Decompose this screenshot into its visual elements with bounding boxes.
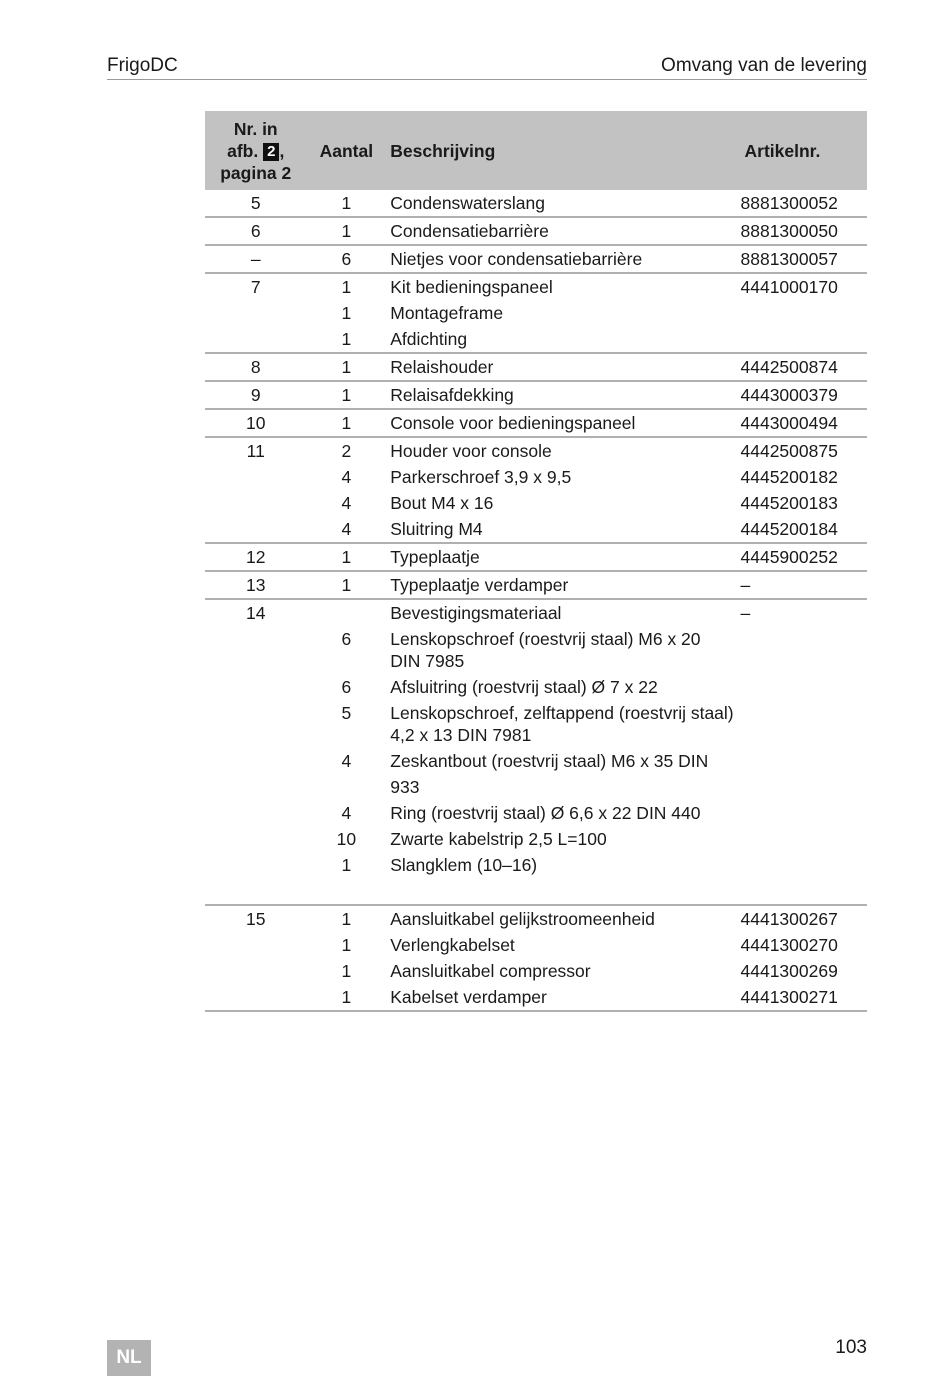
cell-artikelnr	[741, 543, 868, 571]
nr-value: 7	[250, 277, 261, 297]
cell-nr	[205, 190, 306, 217]
cell-artikelnr	[741, 905, 868, 1011]
running-header-section: Omvang van de levering	[661, 55, 867, 76]
description-item	[390, 674, 740, 700]
cell-artikelnr	[741, 217, 868, 245]
cell-nr	[205, 437, 306, 543]
article-number: 4441300270	[740, 935, 838, 955]
language-badge: NL	[107, 1340, 151, 1376]
cell-nr	[205, 273, 306, 353]
quantity-value	[306, 800, 386, 826]
cell-artikelnr	[741, 353, 868, 381]
quantity-text: 10	[336, 829, 357, 849]
table-row	[205, 437, 867, 543]
description-item	[390, 700, 740, 748]
article-number: 8881300050	[740, 221, 838, 241]
cell-aantal	[306, 190, 386, 217]
description-text: Parkerschroef 3,9 x 9,5	[390, 467, 572, 487]
nr-value: 10	[246, 413, 266, 433]
cell-aantal	[306, 409, 386, 437]
description-text: Console voor bedieningspaneel	[390, 413, 636, 433]
cell-beschrijving	[386, 437, 740, 543]
cell-aantal	[306, 905, 386, 1011]
header-nr-line3: pagina 2	[220, 162, 292, 183]
quantity-text: 4	[341, 751, 352, 771]
quantity-value	[306, 700, 386, 748]
cell-artikelnr	[741, 190, 868, 217]
header-divider	[107, 79, 867, 80]
description-item	[390, 800, 740, 826]
nr-value: 9	[250, 385, 261, 405]
article-number: 4445200183	[740, 493, 838, 513]
table-row	[205, 543, 867, 571]
description-text: Zeskantbout (roestvrij staal) M6 x 35 DIN 933	[390, 751, 709, 797]
description-item	[390, 748, 740, 800]
description-text: DIN 7985	[390, 651, 465, 671]
quantity-text: 6	[341, 677, 352, 697]
description-text: Typeplaatje verdamper	[390, 575, 569, 595]
cell-artikelnr	[741, 273, 868, 353]
description-item	[390, 826, 740, 852]
table-row	[205, 571, 867, 599]
table-row	[205, 273, 867, 353]
table-row	[205, 599, 867, 905]
cell-artikelnr	[741, 409, 868, 437]
table-header-row	[205, 111, 867, 190]
article-number: –	[740, 575, 751, 595]
description-text: Relaishouder	[390, 357, 494, 377]
article-number	[741, 326, 868, 352]
description-text: Kit bedieningspaneel	[390, 277, 553, 297]
article-number: 4441300271	[740, 987, 838, 1007]
cell-beschrijving	[386, 599, 740, 905]
cell-beschrijving	[386, 905, 740, 1011]
cell-nr	[205, 381, 306, 409]
description-text: Lenskopschroef, zelftappend (roestvrij staal)	[390, 703, 734, 723]
description-text: Condenswaterslang	[390, 193, 545, 213]
cell-beschrijving	[386, 217, 740, 245]
running-header-product: FrigoDC	[107, 55, 178, 76]
description-text: Relaisafdekking	[390, 385, 514, 405]
cell-beschrijving	[386, 353, 740, 381]
cell-nr	[205, 217, 306, 245]
cell-beschrijving	[386, 571, 740, 599]
description-text: Kabelset verdamper	[390, 987, 547, 1007]
quantity-value: 1	[341, 987, 352, 1007]
description-text: Aansluitkabel compressor	[390, 961, 591, 981]
article-number: 4441300269	[740, 961, 838, 981]
table-row	[205, 905, 867, 1011]
article-number: 4441300267	[740, 909, 838, 929]
cell-beschrijving	[386, 381, 740, 409]
quantity-value: 1	[341, 935, 352, 955]
nr-value: 11	[246, 441, 265, 461]
description-text: Condensatiebarrière	[390, 221, 549, 241]
quantity-value	[306, 674, 386, 700]
table-row	[205, 190, 867, 217]
page-number: 103	[835, 1337, 867, 1358]
cell-beschrijving	[386, 543, 740, 571]
article-number: 8881300057	[740, 249, 838, 269]
quantity-value: 1	[341, 193, 352, 213]
nr-value: 14	[246, 603, 266, 623]
cell-artikelnr	[741, 381, 868, 409]
description-text: Afdichting	[390, 329, 468, 349]
cell-aantal	[306, 217, 386, 245]
column-header-beschrijving: Beschrijving	[386, 111, 740, 190]
quantity-value: 2	[341, 441, 352, 461]
description-text: 4,2 x 13 DIN 7981	[390, 725, 532, 745]
quantity-text: 4	[341, 803, 352, 823]
cell-nr	[205, 353, 306, 381]
quantity-value	[306, 600, 386, 626]
cell-beschrijving	[386, 273, 740, 353]
article-number: 8881300052	[740, 193, 838, 213]
quantity-text	[306, 774, 386, 800]
quantity-text: 6	[341, 629, 352, 649]
description-item	[390, 852, 740, 878]
article-number: 4442500874	[740, 357, 838, 377]
quantity-value: 1	[341, 303, 352, 323]
nr-value: –	[250, 249, 261, 269]
cell-aantal	[306, 273, 386, 353]
description-text: Slangklem (10–16)	[390, 855, 538, 875]
article-number: –	[740, 603, 751, 623]
quantity-text: 1	[341, 855, 352, 875]
cell-nr	[205, 409, 306, 437]
cell-artikelnr	[741, 571, 868, 599]
description-text: Houder voor console	[390, 441, 552, 461]
cell-aantal	[306, 543, 386, 571]
article-number: 4441000170	[740, 277, 838, 297]
quantity-value: 1	[341, 221, 352, 241]
description-text: Aansluitkabel gelijkstroomeenheid	[390, 909, 655, 929]
description-item	[390, 626, 740, 674]
description-item	[390, 600, 740, 626]
cell-nr	[205, 245, 306, 273]
header-nr-prefix: afb.	[227, 140, 259, 161]
header-nr-suffix: ,	[279, 140, 285, 161]
cell-artikelnr	[741, 599, 868, 905]
quantity-value	[306, 826, 386, 852]
cell-artikelnr	[741, 245, 868, 273]
description-text: Bout M4 x 16	[390, 493, 494, 513]
description-text: Lenskopschroef (roestvrij staal) M6 x 20	[390, 629, 701, 649]
cell-nr	[205, 599, 306, 905]
article-number: 4445200182	[740, 467, 838, 487]
quantity-value: 4	[341, 519, 352, 539]
description-text: Bevestigingsmateriaal	[390, 603, 562, 623]
column-header-nr	[205, 111, 306, 190]
cell-aantal	[306, 571, 386, 599]
cell-artikelnr	[741, 437, 868, 543]
cell-beschrijving	[386, 190, 740, 217]
description-text: Afsluitring (roestvrij staal) Ø 7 x 22	[390, 677, 658, 697]
table-row	[205, 409, 867, 437]
quantity-value: 1	[341, 413, 352, 433]
description-text: Zwarte kabelstrip 2,5 L=100	[390, 829, 607, 849]
figure-number-badge: 2	[263, 143, 279, 161]
table-row	[205, 381, 867, 409]
article-number	[741, 300, 868, 326]
nr-value: 5	[250, 193, 261, 213]
header-nr-line2	[209, 140, 302, 162]
cell-aantal	[306, 353, 386, 381]
quantity-value: 1	[341, 547, 352, 567]
cell-beschrijving	[386, 245, 740, 273]
quantity-value: 1	[341, 329, 352, 349]
description-text: Nietjes voor condensatiebarrière	[390, 249, 643, 269]
nr-value: 12	[246, 547, 266, 567]
description-text	[390, 878, 740, 904]
quantity-value: 1	[341, 961, 352, 981]
column-header-aantal: Aantal	[306, 111, 386, 190]
scope-of-delivery-table	[205, 111, 867, 1012]
quantity-value: 1	[341, 357, 352, 377]
table-row	[205, 245, 867, 273]
column-header-artikelnr: Artikelnr.	[741, 111, 868, 190]
description-text: Sluitring M4	[390, 519, 483, 539]
quantity-value: 6	[341, 249, 352, 269]
article-number: 4445200184	[740, 519, 838, 539]
cell-aantal	[306, 381, 386, 409]
cell-beschrijving	[386, 409, 740, 437]
description-text: Typeplaatje	[390, 547, 480, 567]
article-number: 4445900252	[740, 547, 838, 567]
article-number: 4443000379	[740, 385, 838, 405]
table-row	[205, 217, 867, 245]
quantity-value: 1	[341, 909, 352, 929]
quantity-value	[306, 626, 386, 674]
quantity-value	[306, 748, 386, 774]
cell-nr	[205, 571, 306, 599]
article-number: 4443000494	[740, 413, 838, 433]
quantity-value	[306, 774, 386, 800]
quantity-text	[306, 600, 386, 626]
header-nr-line1: Nr. in	[233, 118, 278, 139]
cell-nr	[205, 905, 306, 1011]
nr-value: 8	[250, 357, 261, 377]
quantity-value: 4	[341, 493, 352, 513]
description-text: Verlengkabelset	[390, 935, 515, 955]
cell-aantal	[306, 437, 386, 543]
quantity-text: 5	[341, 703, 352, 723]
quantity-value: 1	[341, 277, 352, 297]
description-text: Montageframe	[390, 303, 504, 323]
nr-value: 6	[250, 221, 261, 241]
nr-value: 13	[246, 575, 266, 595]
cell-aantal	[306, 599, 386, 905]
description-text: Ring (roestvrij staal) Ø 6,6 x 22 DIN 440	[390, 803, 701, 823]
quantity-value: 1	[341, 385, 352, 405]
article-number: 4442500875	[740, 441, 838, 461]
description-item	[390, 878, 740, 904]
quantity-value: 1	[341, 575, 352, 595]
quantity-value: 4	[341, 467, 352, 487]
quantity-value	[306, 852, 386, 878]
table-row	[205, 353, 867, 381]
cell-aantal	[306, 245, 386, 273]
cell-nr	[205, 543, 306, 571]
nr-value: 15	[246, 909, 266, 929]
